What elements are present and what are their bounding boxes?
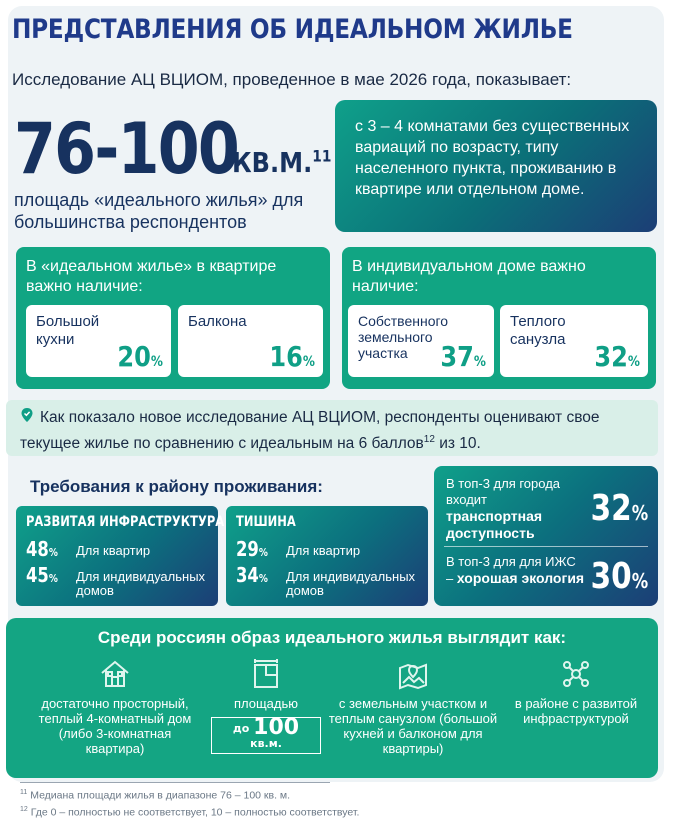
apartment-card [16, 247, 330, 389]
requirement-heading: ТИШИНА [236, 514, 296, 530]
intro-text: Исследование АЦ ВЦИОМ, проведенное в мае 2026 года, показывает: [12, 70, 572, 89]
requirement-percent: 45% [26, 563, 58, 587]
top3-city: В топ-3 для города входит транспортная доступность [446, 476, 561, 541]
area-range [14, 108, 332, 190]
ideal-house [30, 658, 200, 756]
requirement-label: Для квартир [76, 543, 151, 558]
floorplan-icon [250, 658, 282, 690]
house-tile-bathroom [500, 305, 648, 377]
requirement-silence-card [226, 506, 428, 606]
tile-percent: 32% [594, 340, 640, 373]
requirement-percent: 48% [26, 537, 58, 561]
requirement-percent: 29% [236, 537, 268, 561]
footnote-11: $^{11}$ Медиана площади жилья в диапазоне 76 – 100 кв. м. [20, 789, 291, 802]
house-card [342, 247, 656, 389]
requirement-label: Для квартир [286, 543, 361, 558]
requirement-label: Для индивидуальных домов [286, 569, 416, 598]
area-caption: площадь «идеального жилья» для большинства респондентов [14, 190, 304, 232]
house-heading: В индивидуальном доме важно наличие: [352, 258, 586, 295]
area-unit: КВ.М.$^{11}$ [232, 146, 332, 179]
ideal-area-text: площадью [233, 696, 299, 711]
note-text-end: из 10. [434, 435, 481, 453]
ideal-heading: Среди россиян образ идеального жилья выглядит как: [97, 628, 567, 647]
page-title: ПРЕДСТАВЛЕНИЯ ОБ ИДЕАЛЬНОМ ЖИЛЬЕ [12, 14, 573, 45]
survey-note [6, 400, 658, 456]
tile-percent: 20% [117, 340, 163, 373]
area-box: до 100 кв.м. [211, 717, 321, 754]
note-ref: 12 [423, 434, 435, 445]
top3-izhs-percent: 30% [590, 556, 648, 597]
top3-izhs: В топ-3 для для ИЖС – хорошая экология [446, 554, 585, 586]
requirements-title: Требования к району проживания: [30, 477, 323, 496]
requirement-label: Для индивидуальных домов [76, 569, 206, 598]
house-tile-land [348, 305, 494, 377]
area-range-value: 76-100 [14, 108, 239, 190]
footnote-divider [20, 782, 330, 783]
location-pin-icon [20, 406, 34, 420]
requirement-heading: РАЗВИТАЯ ИНФРАСТРУКТУРА [26, 514, 225, 530]
requirement-percent: 34% [236, 563, 268, 587]
requirement-infrastructure-card [16, 506, 225, 606]
note-text: Как показало новое исследование АЦ ВЦИОМ, респонденты оценивают свое текущее жилье по сравнению с идеальным на 6 баллов [20, 409, 600, 453]
ideal-infrastructure-text: в районе с развитой инфраструктурой [514, 696, 638, 726]
apartment-heading: В «идеальном жилье» в квартире важно наличие: [26, 258, 277, 295]
ideal-housing-band [6, 618, 658, 778]
footnote-12: $^{12}$ Где 0 – полностью не соответствует, 10 – полностью соответствует. [20, 806, 360, 819]
ideal-house-text: достаточно просторный, теплый 4-комнатный дом (либо 3-комнатная квартира) [38, 696, 192, 756]
top3-city-percent: 32% [590, 488, 648, 529]
ideal-plot [328, 658, 498, 756]
tile-percent: 37% [440, 340, 486, 373]
house-icon [99, 658, 131, 690]
apartment-tile-balcony [178, 305, 323, 377]
tile-label: Балкона [188, 313, 247, 330]
rooms-box: с 3 – 4 комнатами без существенных вариаций по возрасту, типу населенного пункта, проживанию в квартире или отдельном доме. [335, 100, 657, 232]
tile-label: Собственного земельного участка [358, 313, 449, 361]
ideal-infrastructure [506, 658, 646, 726]
apartment-tile-kitchen [26, 305, 171, 377]
network-icon [560, 658, 592, 690]
ideal-area [211, 658, 321, 754]
tile-percent: 16% [269, 340, 315, 373]
map-plot-icon [397, 658, 429, 690]
ideal-plot-text: с земельным участком и теплым санузлом (большой кухней и балконом для квартиры) [328, 696, 498, 756]
tile-label: Теплого санузла [510, 313, 566, 348]
top3-box [434, 466, 658, 606]
tile-label: Большой кухни [36, 313, 100, 348]
top3-divider [444, 546, 648, 547]
